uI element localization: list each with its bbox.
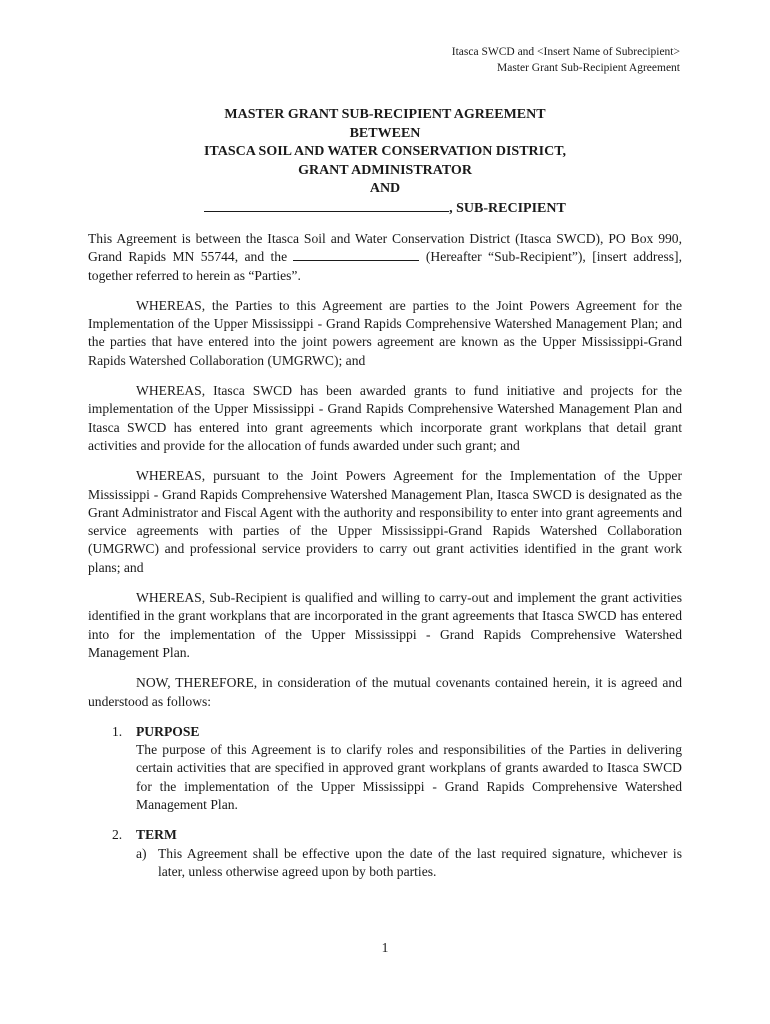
intro-part-1: This Agreement is between the Itasca Soil and Water Conservation District (Itasca SWCD), PO Box 990, Grand Rapids MN 55744, and the bbox=[88, 231, 682, 265]
section-text: The purpose of this Agreement is to clarify roles and responsibilities of the Parties in delivering certain activities that are specified in approved grant workplans of grants awarded to Itasca SWCD for the implementation of the Upper Mississippi - Grand Rapids Comprehensive Watershed Management Plan. bbox=[136, 742, 682, 813]
term-sub-item bbox=[136, 845, 682, 882]
section-term bbox=[88, 826, 682, 881]
section-number: 1. bbox=[112, 723, 123, 739]
title-line-3: ITASCA SOIL AND WATER CONSERVATION DISTRICT, bbox=[203, 144, 567, 159]
header-line-1: Itasca SWCD and <Insert Name of Subrecipient> bbox=[451, 46, 680, 58]
header-line-2: Master Grant Sub-Recipient Agreement bbox=[497, 62, 680, 74]
subrecipient-blank[interactable] bbox=[293, 249, 419, 261]
title-line-5: AND bbox=[369, 181, 401, 196]
title-line-1: MASTER GRANT SUB-RECIPIENT AGREEMENT bbox=[224, 107, 546, 122]
title-line-4: GRANT ADMINISTRATOR bbox=[298, 162, 472, 178]
whereas-paragraph-3: WHEREAS, pursuant to the Joint Powers Agreement for the Implementation of the Upper Mississippi - Grand Rapids Comprehensive Watershed Management Plan, Itasca SWCD is designated as the Grant Administrator and Fiscal Agent with the authority and responsibility to enter into grant agreements and service agreements with parties of the Upper Mississippi-Grand Rapids Watershed Collaboration (UMGRWC) and professional service providers to carry out grant activities identified in the grant work plans; and bbox=[88, 468, 682, 575]
whereas-paragraph-1: WHEREAS, the Parties to this Agreement are parties to the Joint Powers Agreement for the Implementation of the Upper Mississippi - Grand Rapids Comprehensive Watershed Management Plan; and the parties that have entered into the joint powers agreement are known as the Upper Mississippi-Grand Rapids Watershed Collaboration (UMGRWC); and bbox=[88, 297, 682, 368]
title-line-6-suffix: , SUB-RECIPIENT bbox=[449, 200, 566, 216]
title-line-2: BETWEEN bbox=[349, 125, 421, 141]
section-purpose bbox=[88, 723, 682, 814]
section-heading: TERM bbox=[136, 827, 177, 843]
intro-paragraph bbox=[88, 230, 682, 285]
title-line-6 bbox=[88, 199, 682, 219]
sub-item-label: a) bbox=[136, 845, 147, 861]
page-number: 1 bbox=[381, 940, 389, 955]
whereas-paragraph-4: WHEREAS, Sub-Recipient is qualified and willing to carry-out and implement the grant activities identified in the grant workplans that are incorporated in the grant agreements that Itasca SWCD has entered into for the implementation of the Upper Mississippi - Grand Rapids Comprehensive Watershed Management Plan. bbox=[88, 590, 682, 660]
whereas-paragraph-2: WHEREAS, Itasca SWCD has been awarded grants to fund initiative and projects for the implementation of the Upper Mississippi - Grand Rapids Comprehensive Watershed Management Plan and Itasca SWCD has entered into grant agreements which incorporate grant workplans that detail grant activities and provide for the allocation of funds awarded under such grant; and bbox=[88, 383, 682, 453]
now-therefore-paragraph: NOW, THEREFORE, in consideration of the mutual covenants contained herein, it is agreed and understood as follows: bbox=[88, 675, 682, 709]
document-body bbox=[88, 230, 682, 893]
subrecipient-name-blank[interactable] bbox=[204, 199, 449, 212]
running-header bbox=[452, 44, 680, 76]
document-title bbox=[88, 106, 682, 218]
intro-part-2: (Hereafter “Sub-Recipient”), [insert address], together referred to herein as “Parties”. bbox=[88, 249, 682, 283]
section-heading: PURPOSE bbox=[136, 723, 200, 739]
sub-item-text: This Agreement shall be effective upon the date of the last required signature, whichever is later, unless otherwise agreed upon by both parties. bbox=[158, 845, 682, 879]
section-number: 2. bbox=[112, 827, 123, 843]
